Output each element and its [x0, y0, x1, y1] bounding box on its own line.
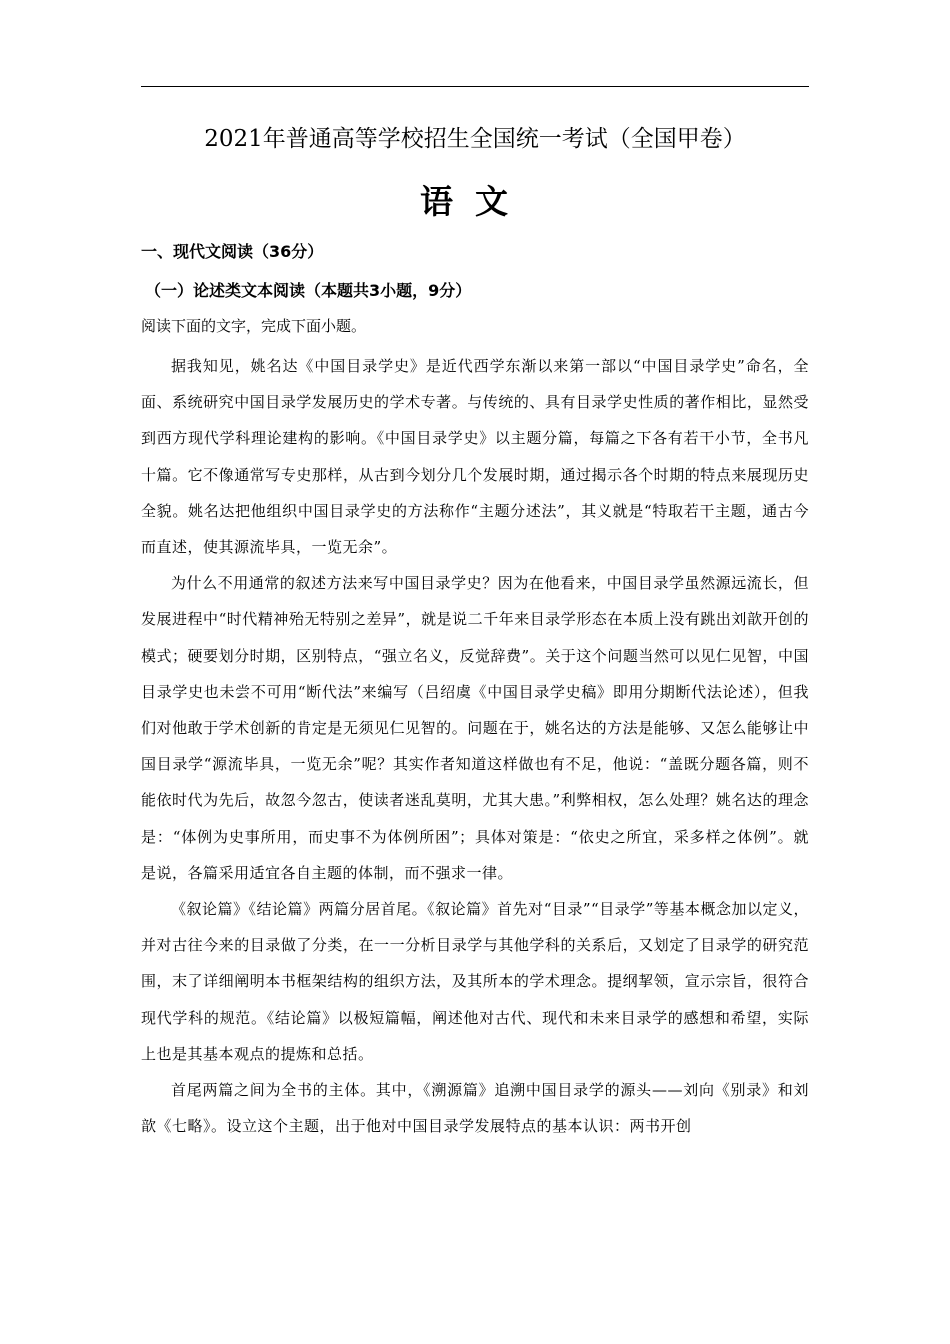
passage-paragraph-2: 为什么不用通常的叙述方法来写中国目录学史？因为在他看来，中国目录学虽然源远流长，但发展进程中“时代精神殆无特别之差异”，就是说二千年来目录学形态在本质上没有跳出刘歆开创的模式；硬要划分时期，区别特点，“强立名义，反觉辞费”。关于这个问题当然可以见仁见智，中国目录学史也未尝不可用“断代法”来编写（吕绍虞《中国目录学史稿》即用分期断代法论述），但我们对他敢于学术创新的肯定是无须见仁见智的。问题在于，姚名达的方法是能够、又怎么能够让中国目录学“源流毕具，一览无余”呢？其实作者知道这样做也有不足，他说：“盖既分题各篇，则不能依时代为先后，故忽今忽古，使读者迷乱莫明，尤其大患。”利弊相权，怎么处理？姚名达的理念是：“体例为史事所用，而史事不为体例所困”；具体对策是：“依史之所宜，采多样之体例”。就是说，各篇采用适宜各自主题的体制，而不强求一律。 [141, 574, 809, 882]
subject-title: 语文 [420, 182, 530, 221]
passage-paragraph-4: 首尾两篇之间为全书的主体。其中，《溯源篇》追溯中国目录学的源头——刘向《别录》和刘歆《七略》。设立这个主题，出于他对中国目录学发展特点的基本认识：两书开创 [141, 1081, 809, 1136]
passage-paragraph-3: 《叙论篇》《结论篇》两篇分居首尾。《叙论篇》首先对“目录”“目录学”等基本概念加以定义，并对古往今来的目录做了分类，在一一分析目录学与其他学科的关系后，又划定了目录学的研究范围，末了详细阐明本书框架结构的组织方法，及其所本的学术理念。提纲挈领，宣示宗旨，很符合现代学科的规范。《结论篇》以极短篇幅，阐述他对古代、现代和未来目录学的感想和希望，实际上也是其基本观点的提炼和总括。 [141, 900, 809, 1063]
header-rule [141, 86, 809, 87]
passage-body [141, 348, 809, 1144]
passage-paragraph-1: 据我知见，姚名达《中国目录学史》是近代西学东渐以来第一部以“中国目录学史”命名，全面、系统研究中国目录学发展历史的学术专著。与传统的、具有目录学史性质的著作相比，显然受到西方现代学科理论建构的影响。《中国目录学史》以主题分篇，每篇之下各有若干小节，全书凡十篇。它不像通常写专史那样，从古到今划分几个发展时期，通过揭示各个时期的特点来展现历史全貌。姚名达把他组织中国目录学史的方法称作“主题分述法”，其义就是“特取若干主题，通古今而直述，使其源流毕具，一览无余”。 [141, 357, 809, 557]
section-heading: 一、现代文阅读（36分） [141, 242, 324, 261]
exam-title: 2021年普通高等学校招生全国统一考试（全国甲卷） [204, 126, 746, 152]
subsection-heading: （一）论述类文本阅读（本题共3小题，9分） [145, 281, 472, 300]
reading-instruction: 阅读下面的文字，完成下面小题。 [141, 317, 367, 335]
